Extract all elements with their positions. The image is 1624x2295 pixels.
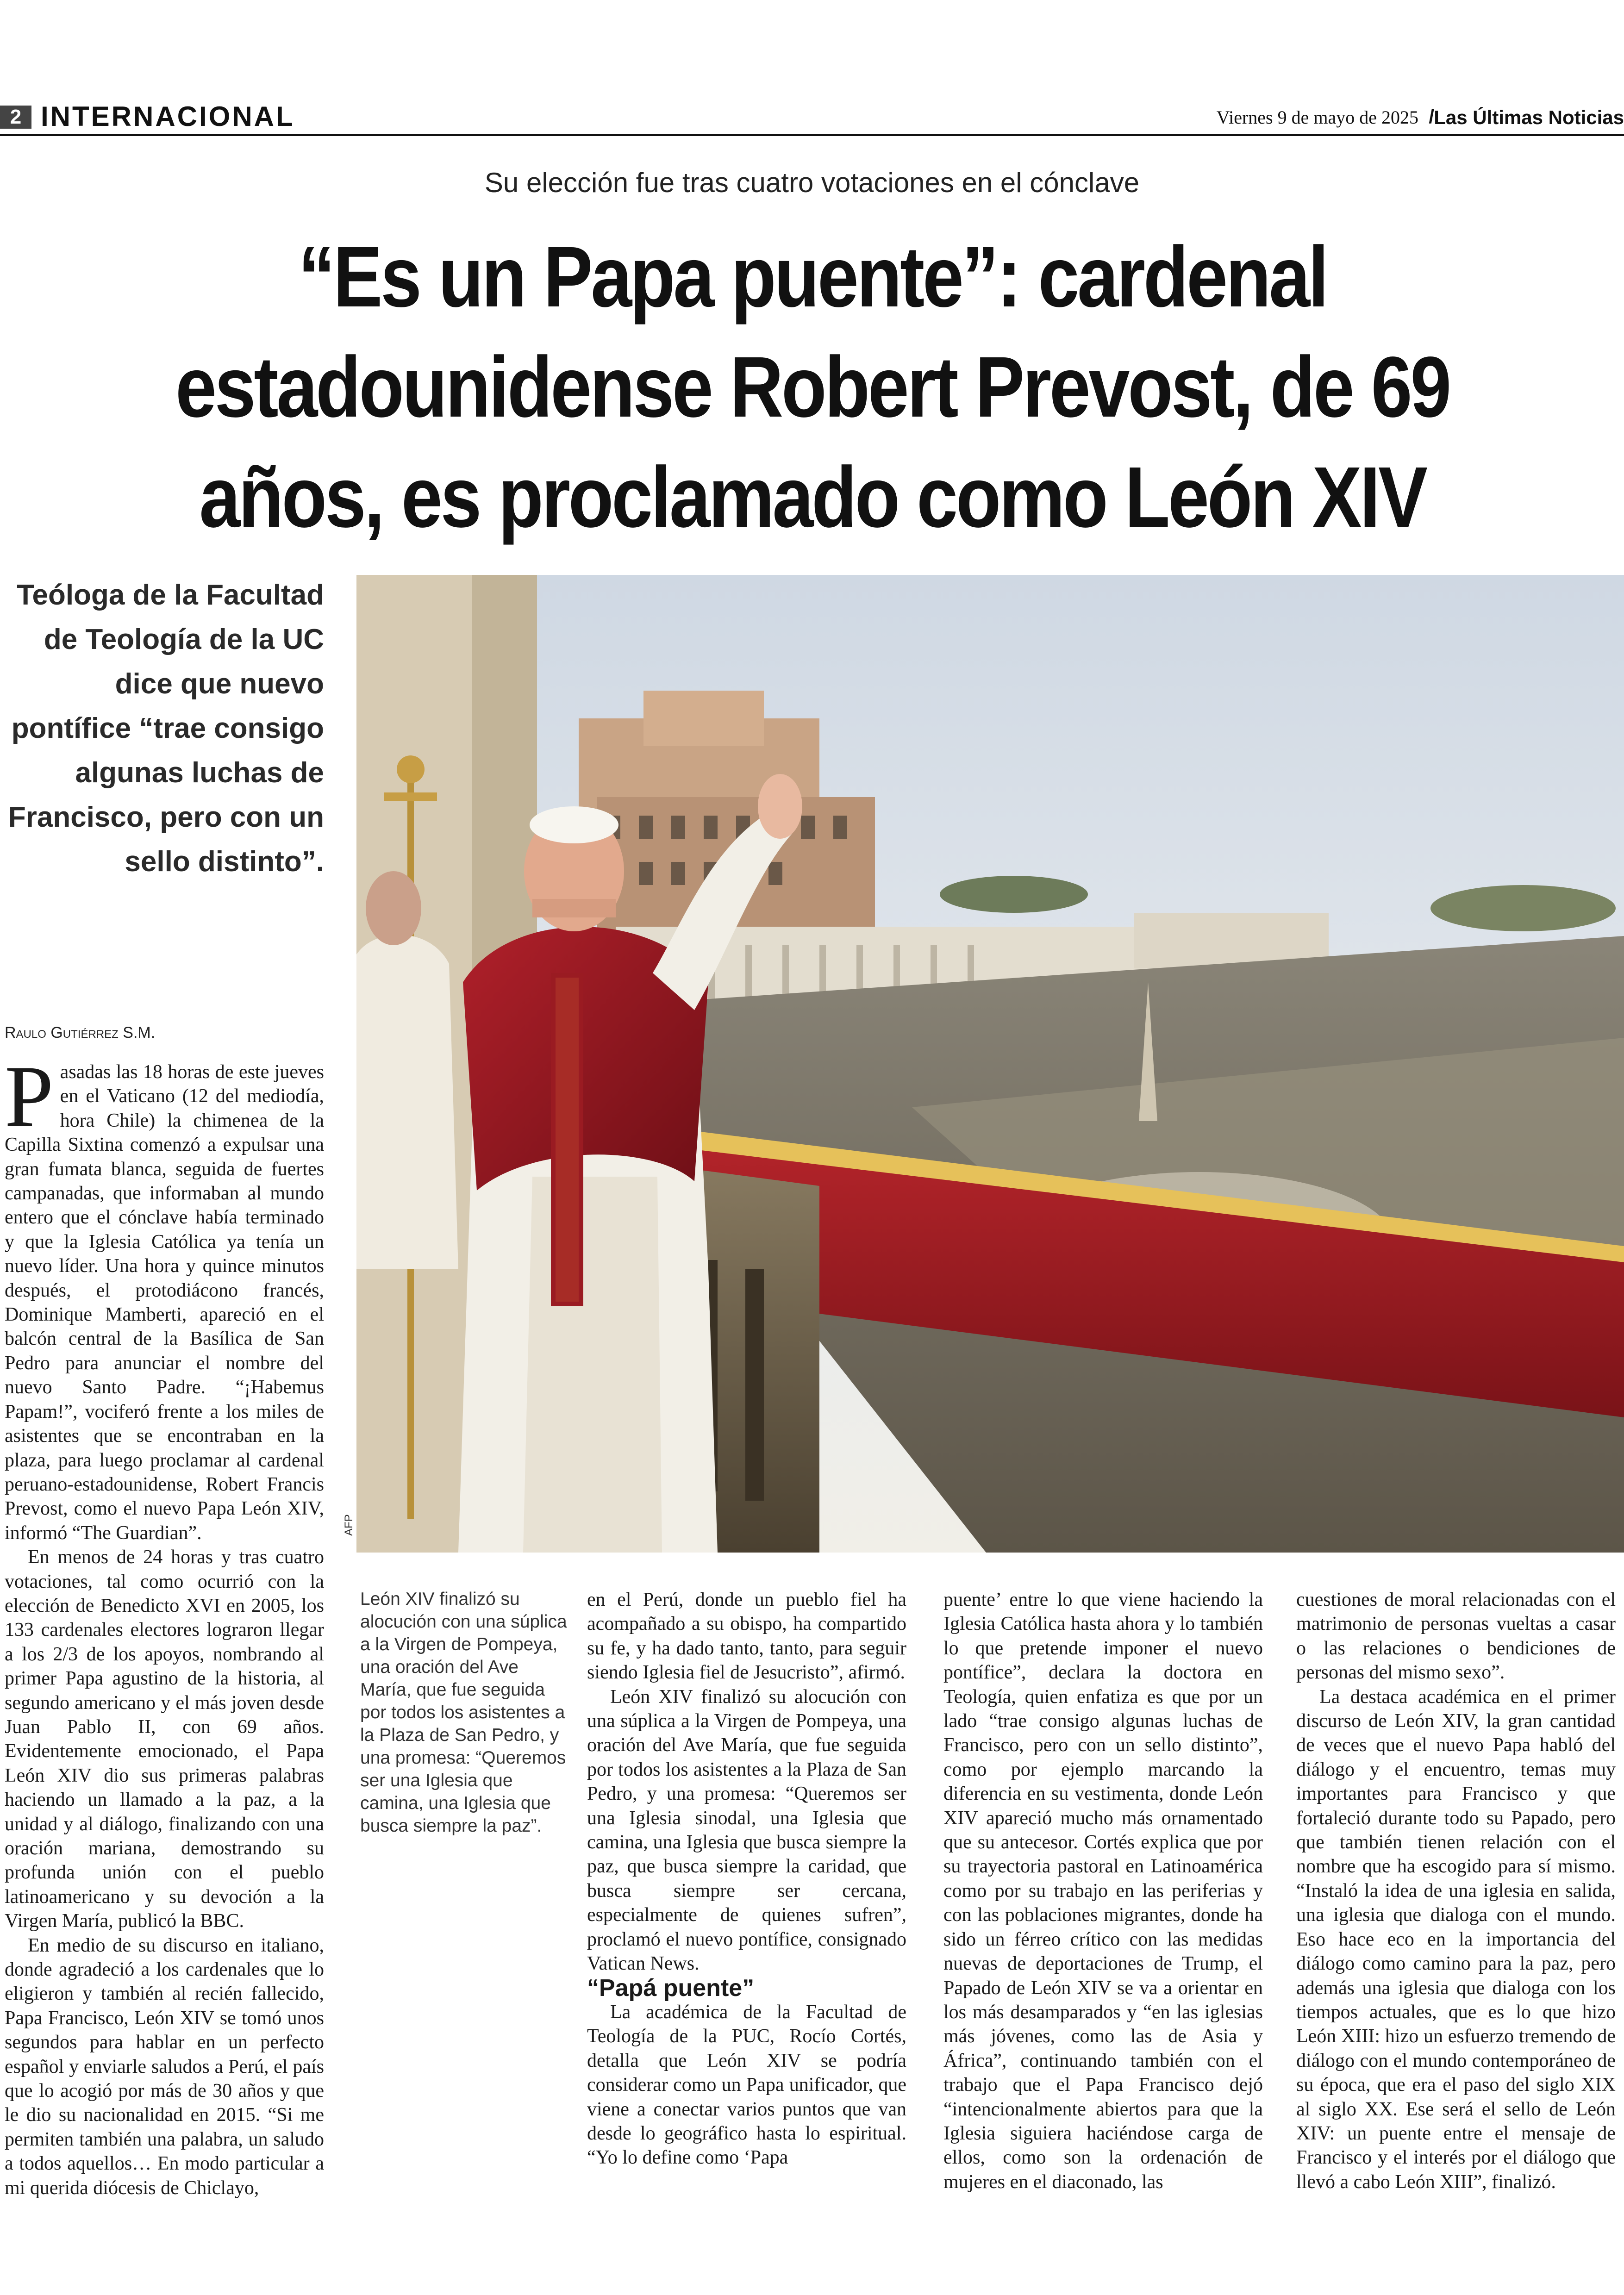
article-column-3 — [587, 1588, 906, 2170]
paragraph: cuestiones de moral relacionadas con el matrimonio de personas vueltas a casar o las relaciones o bendiciones de personas del mismo sexo”. — [1296, 1589, 1616, 1684]
section-title: INTERNACIONAL — [41, 101, 295, 132]
paragraph: Pasadas las 18 horas de este jueves en el Vaticano (12 del mediodía, hora Chile) la chimenea de la Capilla Sixtina comenzó a expulsar una gran fumata blanca, seguida de fuertes campanadas, que informaban al mundo entero que el cónclave había terminado y que la Iglesia Católica ya tenía un nuevo líder. Una hora y quince minutos después, el protodiácono francés, Dominique Mamberti, apareció en el balcón central de la Basílica de San Pedro para anunciar el nombre del nuevo Santo Padre. “¡Habemus Papam!”, vociferó frente a los miles de asistentes que se encontraban en la plaza, para luego proclamar al cardenal peruano-estadounidense, Robert Francis Prevost, como el nuevo Papa León XIV, informó “The Guardian”. — [5, 1048, 324, 1544]
article-kicker: Su elección fue tras cuatro votaciones en el cónclave — [484, 167, 1140, 198]
header-rule — [0, 134, 1624, 136]
article-deck: Teóloga de la Facultad de Teología de la UC dice que nuevo pontífice “trae consigo algunas luchas de Francisco, pero con un sello distinto”. — [8, 579, 324, 878]
paragraph: En medio de su discurso en italiano, donde agradeció a los cardenales que lo eligieron y también al recién fallecido, Papa Francisco, León XIV se tomó unos segundos para hablar en un perfecto español y enviarle saludos a Perú, el país que lo acogió por más de 30 años y que le dio su nacionalidad en 2015. “Si me permiten también una palabra, un saludo a todos aquellos… En modo particular a mi querida diócesis de Chiclayo, — [5, 1934, 324, 2199]
subheading: “Papá puente” — [587, 1974, 755, 2002]
article-headline: “Es un Papa puente”: cardenal estadounidense Robert Prevost, de 69 años, es proclamado como León XIV — [175, 229, 1449, 545]
page-header — [0, 103, 1624, 131]
paragraph: La académica de la Facultad de Teología de la PUC, Rocío Cortés, detalla que León XIV se podría considerar como un Papa unificador, que viene a conectar varios puntos que van desde lo geográfico hasta lo espiritual. “Yo lo define como ‘Papa — [587, 2001, 906, 2169]
byline: Raulo Gutiérrez S.M. — [5, 1024, 156, 1041]
article-photo — [356, 575, 1624, 1553]
article-column-1 — [5, 1048, 324, 2200]
paragraph: en el Perú, donde un pueblo fiel ha acompañado a su obispo, ha compartido su fe, y ha dado tanto, tanto, para seguir siendo Iglesia fiel de Jesucristo”, afirmó. — [587, 1589, 906, 1684]
photo-credit: AFP — [343, 1514, 355, 1536]
article-column-5 — [1296, 1588, 1616, 2194]
paragraph: León XIV finalizó su alocución con una súplica a la Virgen de Pompeya, una oración del Ave María, que fue seguida por todos los asistentes a la Plaza de San Pedro, y una promesa: “Queremos ser una Iglesia sinodal, una Iglesia que camina, una Iglesia que busca siempre la paz, que busca siempre la caridad, que busca siempre ser cercana, especialmente de quienes sufren”, proclamó el nuevo pontífice, consignado Vatican News. — [587, 1686, 906, 1975]
article-column-4 — [943, 1588, 1263, 2194]
photo-caption: León XIV finalizó su alocución con una súplica a la Virgen de Pompeya, una oración del Ave María, que fue seguida por todos los asistentes a la Plaza de San Pedro, y una promesa: “Queremos ser una Iglesia que camina, una Iglesia que busca siempre la paz”. — [360, 1589, 567, 1836]
drop-cap: P — [5, 1048, 54, 1145]
paragraph: En menos de 24 horas y tras cuatro votaciones, tal como ocurrió con la elección de Benedicto XVI en 2005, los 133 cardenales electores lograron llegar a los 2/3 de los apoyos, nombrando al primer Papa agustino de la historia, al segundo americano y el más joven desde Juan Pablo II, con 69 años. Evidentemente emocionado, el Papa León XIV dio sus primeras palabras haciendo un llamado a la paz, a la unidad y al diálogo, finalizando con una oración mariana, demostrando su profunda unión con el pueblo latinoamericano y su devoción a la Virgen María, publicó la BBC. — [5, 1547, 324, 1932]
paragraph: La destaca académica en el primer discurso de León XIV, la gran cantidad de veces que el nuevo Papa habló del diálogo y el encuentro, temas muy importantes para Francisco y que fortaleció durante todo su Papado, pero que también tienen relación con el nombre que ha escogido para sí mismo. “Instaló la idea de una iglesia en salida, una iglesia que dialoga con el mundo. Eso hace eco en la importancia del diálogo como camino para la paz, pero además una iglesia que dialoga con los tiempos actuales, que es lo que hizo León XIII: hizo un esfuerzo tremendo de diálogo con el mundo contemporáneo de su época, que era el paso del siglo XIX al siglo XX. Ese será el sello de León XIV: un puente entre el mensaje de Francisco y el interés por el diálogo que llevó a cabo León XIII”, finalizó. — [1296, 1686, 1616, 2193]
newspaper-name: Las Últimas Noticias — [1434, 106, 1624, 128]
page-number: 2 — [0, 106, 31, 129]
header-separator: / — [1429, 106, 1434, 127]
paragraph: puente’ entre lo que viene haciendo la Iglesia Católica hasta ahora y lo también lo que pretende imponer el nuevo pontífice”, declara la doctora en Teología, quien enfatiza es que por un lado “trae consigo algunas luchas de Francisco, pero con un sello distinto”, como por ejemplo marcando la diferencia en su vestimenta, donde León XIV apareció mucho más ornamentado que su antecesor. Cortés explica que por su trayectoria pastoral en Latinoamérica como por su trabajo en las periferias y con las poblaciones migrantes, donde ha sido un férreo crítico con las medidas nuevas de deportaciones de Trump, el Papado de León XIV se va a orientar en los más desamparados y “en las iglesias más jóvenes, como las de Asia y África”, continuando también con el trabajo que el Papa Francisco dejó “intencionalmente abiertos para que la Iglesia siguiera haciéndose carga de ellos, como son la ordenación de mujeres en el diaconado, las — [943, 1589, 1263, 2193]
issue-date: Viernes 9 de mayo de 2025 — [1216, 107, 1418, 128]
